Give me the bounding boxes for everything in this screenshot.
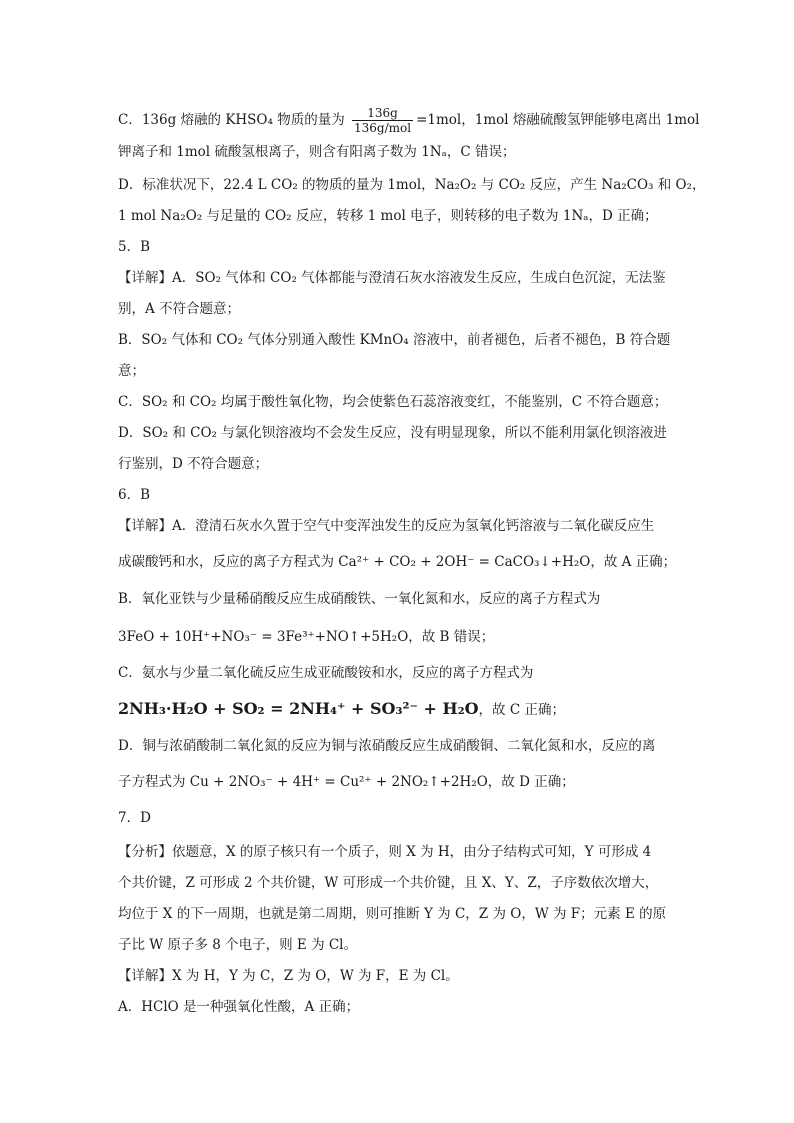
doc-line-12: 行鉴别，D 不符合题意； bbox=[118, 456, 269, 472]
fraction-denominator: 136g/mol bbox=[354, 121, 412, 135]
doc-line-20: D．铜与浓硝酸制二氧化氮的反应为铜与浓硝酸反应生成硝酸铜、二氧化氮和水，反应的离 bbox=[118, 738, 656, 754]
fraction bbox=[352, 106, 413, 135]
fraction-numerator: 136g bbox=[352, 106, 413, 121]
doc-line-21: 子方程式为 Cu + 2NO₃⁻ + 4H⁺ = Cu²⁺ + 2NO₂↑+2H₂O，故 D 正确； bbox=[118, 774, 575, 790]
doc-line-15: 成碳酸钙和水，反应的离子方程式为 Ca²⁺ + CO₂ + 2OH⁻ = CaCO₃↓+H₂O，故 A 正确； bbox=[118, 554, 677, 570]
doc-line-10: C．SO₂ 和 CO₂ 均属于酸性氧化物，均会使紫色石蕊溶液变红，不能鉴别，C 不符合题意； bbox=[118, 394, 668, 410]
doc-line-24: 个共价键，Z 可形成 2 个共价键，W 可形成一个共价键，且 X、Y、Z，子序数依次增大， bbox=[118, 875, 659, 891]
doc-line-27: 【详解】X 为 H，Y 为 C，Z 为 O，W 为 F，E 为 Cl。 bbox=[118, 968, 459, 984]
doc-line-8: B．SO₂ 气体和 CO₂ 气体分别通入酸性 KMnO₄ 溶液中，前者褪色，后者不褪色，B 符合题 bbox=[118, 332, 671, 348]
doc-line-5: 5．B bbox=[118, 239, 151, 255]
line-text: ，故 C 正确； bbox=[478, 702, 565, 718]
doc-line-13: 6．B bbox=[118, 487, 151, 503]
chemical-equation: 2NH₃·H₂O + SO₂ = 2NH₄⁺ + SO₃²⁻ + H₂O bbox=[118, 699, 479, 718]
doc-line-17: 3FeO + 10H⁺+NO₃⁻ = 3Fe³⁺+NO↑+5H₂O，故 B 错误； bbox=[118, 629, 495, 645]
doc-line-26: 子比 W 原子多 8 个电子，则 E 为 Cl。 bbox=[118, 937, 358, 953]
doc-line-4: 1 mol Na₂O₂ 与足量的 CO₂ 反应，转移 1 mol 电子，则转移的电子数为 1Nₐ，D 正确； bbox=[118, 208, 658, 224]
doc-line-22: 7．D bbox=[118, 810, 151, 826]
doc-line-3: D．标准状况下，22.4 L CO₂ 的物质的量为 1mol，Na₂O₂ 与 CO₂ 反应，产生 Na₂CO₃ 和 O₂， bbox=[118, 177, 706, 193]
doc-line-16: B．氧化亚铁与少量稀硝酸反应生成硝酸铁、一氧化氮和水，反应的离子方程式为 bbox=[118, 591, 601, 607]
line-text: =1mol，1mol 熔融硫酸氢钾能够电离出 1mol bbox=[416, 112, 700, 128]
doc-line-18: C．氨水与少量二氧化硫反应生成亚硫酸铵和水，反应的离子方程式为 bbox=[118, 665, 534, 681]
doc-line-28: A．HClO 是一种强氧化性酸，A 正确； bbox=[118, 999, 360, 1015]
doc-line-7: 别，A 不符合题意； bbox=[118, 301, 241, 317]
doc-line-23: 【分析】依题意，X 的原子核只有一个质子，则 X 为 H，由分子结构式可知，Y 可形成 4 bbox=[118, 844, 652, 860]
doc-line-19 bbox=[118, 699, 565, 720]
doc-line-9: 意； bbox=[118, 363, 145, 379]
line-text: C．136g 熔融的 KHSO₄ 物质的量为 bbox=[118, 112, 349, 128]
doc-line-14: 【详解】A．澄清石灰水久置于空气中变浑浊发生的反应为氢氧化钙溶液与二氧化碳反应生 bbox=[118, 518, 655, 534]
doc-line-6: 【详解】A．SO₂ 气体和 CO₂ 气体都能与澄清石灰水溶液发生反应，生成白色沉淀，无法鉴 bbox=[118, 270, 666, 286]
doc-line-2: 钾离子和 1mol 硫酸氢根离子，则含有阳离子数为 1Nₐ，C 错误； bbox=[118, 144, 516, 160]
doc-line-1 bbox=[118, 106, 699, 135]
doc-line-25: 均位于 X 的下一周期，也就是第二周期，则可推断 Y 为 C，Z 为 O，W 为 F；元素 E 的原 bbox=[118, 906, 667, 922]
doc-line-11: D．SO₂ 和 CO₂ 与氯化钡溶液均不会发生反应，没有明显现象，所以不能利用氯化钡溶液进 bbox=[118, 425, 667, 441]
